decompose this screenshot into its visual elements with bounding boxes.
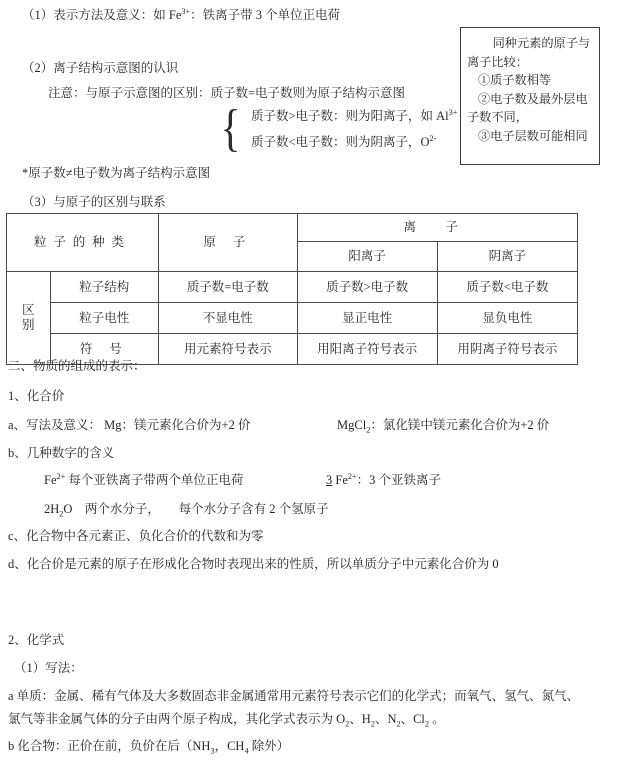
- simple-substance-line1: a 单质：金属、稀有气体及大多数固态非金属通常用元素符号表示它们的化学式；而氧气、氢气、氮气、: [8, 689, 580, 703]
- n2-subscript: 2: [396, 719, 401, 729]
- section2-sub1: 1、化合价: [8, 389, 65, 403]
- fe2-superscript: 2+: [56, 471, 66, 481]
- section2-sub2-1: （1）写法：: [14, 661, 83, 675]
- table-cell-row1-cation: 显正电性: [297, 303, 437, 334]
- simple-substance-line2: [8, 713, 445, 727]
- brace-lines: [245, 103, 457, 155]
- note-box-line-4: ②电子数及最外层电: [477, 91, 588, 106]
- o2-subscript: 2: [345, 719, 350, 729]
- table-header-atom: 原 子: [158, 214, 297, 272]
- note-box-line-1: 同种元素的原子与: [492, 36, 591, 50]
- table-cell-row0-anion: 质子数<电子数: [437, 272, 577, 303]
- table-row: [7, 272, 578, 303]
- h2o-subscript: 2: [59, 509, 64, 519]
- note-box-line-3: ①质子数相等: [477, 73, 552, 88]
- paragraph-item3-heading: （3）与原子的区别与联系: [22, 195, 166, 209]
- curly-brace-icon: {: [220, 100, 241, 158]
- section2-item-b-line1-right: [326, 471, 442, 488]
- h2-subscript: 2: [370, 719, 375, 729]
- brace-line-cation-text: 质子数>电子数：则为阳离子，如 Al: [250, 109, 449, 123]
- particle-comparison-table: [6, 213, 578, 365]
- fe2-prefix: Fe: [44, 473, 57, 487]
- table-cell-row1-atom: 不显电性: [158, 303, 297, 334]
- table-cell-row2-cation: 用阳离子符号表示: [297, 334, 437, 365]
- section2-item-a: a、写法及意义： Mg：镁元素化合价为+2 价: [8, 418, 251, 432]
- table-cell-row2-atom: 用元素符号表示: [158, 334, 297, 365]
- h2o-description: O 两个水分子， 每个水分子含有 2 个氢原子: [63, 502, 329, 516]
- table-cell-row2-anion: 用阴离子符号表示: [437, 334, 577, 365]
- row-label-char-2: 别: [22, 318, 35, 332]
- fe2-right-prefix: Fe: [332, 473, 348, 487]
- period-mark: 。: [429, 712, 445, 726]
- simple-substance-line2-prefix: 氯气等非金属气体的分子由两个原子构成，其化学式表示为 O: [8, 712, 346, 726]
- table-cell-row0-name: 粒子结构: [50, 272, 158, 303]
- table-header-ion: 离 子: [297, 214, 577, 242]
- table-header-row-1: [7, 214, 578, 242]
- cl2-prefix: 、Cl: [400, 712, 425, 726]
- compound-line: [8, 740, 289, 754]
- ch4-subscript: 4: [244, 746, 249, 756]
- paragraph-footnote: *原子数≠电子数为离子结构示意图: [22, 166, 211, 180]
- comparison-note-box: [460, 27, 600, 165]
- table-header-kind: 粒子的种类: [7, 214, 159, 272]
- compound-mid: ，CH: [214, 739, 245, 753]
- note-box-line-2: 离子比较：: [467, 54, 528, 69]
- brace-line-cation: [251, 103, 457, 129]
- paragraph-item2-note: 注意：与原子示意图的区别：质子数=电子数则为原子结构示意图: [48, 86, 406, 100]
- section2-item-b-line1: [44, 471, 244, 488]
- coefficient-underlined: 3: [326, 473, 333, 487]
- nh3-subscript: 3: [210, 746, 215, 756]
- table-row-label-difference: [7, 272, 51, 365]
- mgcl2-subscript: 2: [366, 425, 371, 435]
- note-box-line-6: ③电子层数可能相同: [477, 128, 588, 143]
- fe2-right-description: ：3 个亚铁离子: [356, 473, 442, 487]
- cl2-subscript: 2: [424, 719, 430, 729]
- compound-prefix: b 化合物：正价在前，负价在后（NH: [8, 739, 211, 753]
- row-label-char-1: 区: [22, 303, 35, 317]
- fe2-right-superscript: 2+: [347, 471, 357, 481]
- section2-item-d: d、化合价是元素的原子在形成化合物时表现出来的性质，所以单质分子中元素化合价为 0: [8, 557, 499, 571]
- table-header-anion: 阴离子: [437, 242, 577, 272]
- table-cell-row2-name: 符 号: [50, 334, 158, 365]
- note-box-line-5: 子数不同，: [467, 110, 528, 125]
- mgcl2-suffix: ：氯化镁中镁元素化合价为+2 价: [370, 418, 550, 432]
- compound-suffix: 除外）: [248, 739, 290, 753]
- section2-heading: 二、物质的组成的表示：: [8, 359, 146, 373]
- item1-prefix-text: （1）表示方法及意义：如 Fe: [22, 8, 182, 22]
- fe2-description: 每个亚铁离子带两个单位正电荷: [65, 473, 244, 487]
- paragraph-item1: [22, 6, 341, 23]
- section2-sub2: 2、化学式: [8, 633, 65, 647]
- section2-item-b: b、几种数字的含义: [8, 446, 115, 460]
- paragraph-item2-heading: （2）离子结构示意图的认识: [22, 61, 179, 75]
- table-cell-row1-name: 粒子电性: [50, 303, 158, 334]
- table-header-cation: 阳离子: [297, 242, 437, 272]
- fe-charge-superscript: 3+: [181, 6, 191, 16]
- section2-item-c: c、化合物中各元素正、负化合价的代数和为零: [8, 529, 264, 543]
- section2-item-a-right: [337, 419, 549, 433]
- section2-item-b-line2: [44, 503, 329, 517]
- o-charge-superscript: 2-: [429, 133, 437, 143]
- h2o-prefix: 2H: [44, 502, 60, 516]
- h2-prefix: 、H: [349, 712, 371, 726]
- brace-line-anion: [251, 129, 457, 155]
- table-cell-row0-cation: 质子数>电子数: [297, 272, 437, 303]
- item1-suffix-text: ：铁离子带 3 个单位正电荷: [190, 8, 341, 22]
- table-cell-row0-atom: 质子数=电子数: [158, 272, 297, 303]
- table-cell-row1-anion: 显负电性: [437, 303, 577, 334]
- brace-line-anion-text: 质子数<电子数：则为阴离子，O: [250, 135, 430, 149]
- mgcl2-prefix: MgCl: [337, 418, 367, 432]
- al-charge-superscript: 3+: [448, 107, 458, 117]
- brace-group: [218, 100, 458, 158]
- table-row: [7, 303, 578, 334]
- n2-prefix: 、N: [374, 712, 397, 726]
